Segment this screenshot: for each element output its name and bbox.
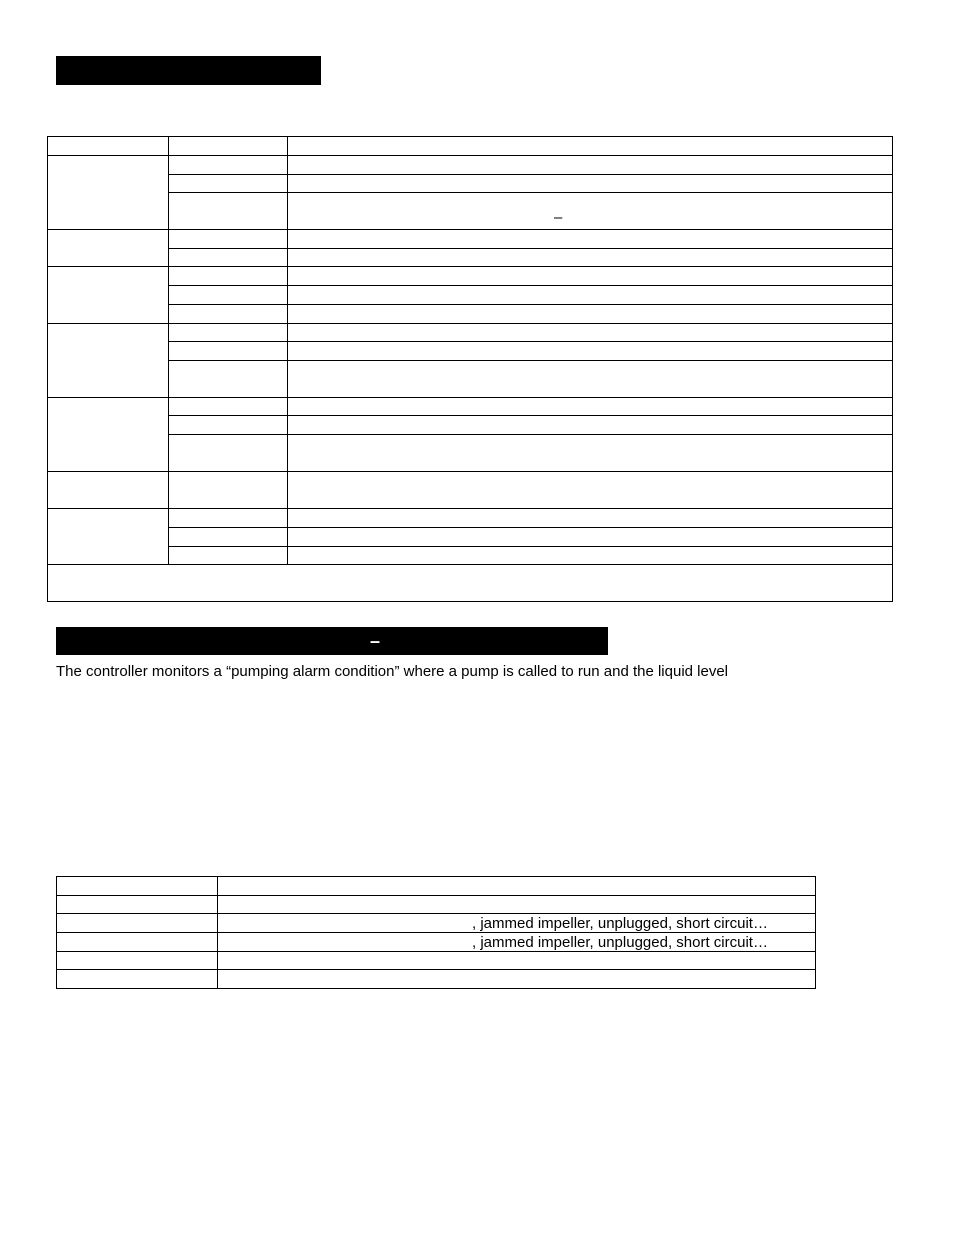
group-cell [48,267,169,324]
table-row [48,547,893,565]
table-row [48,286,893,305]
table-row [48,342,893,361]
alarm-table [56,876,816,989]
table-row [48,137,893,156]
table-row [57,914,816,933]
settings-table [47,136,893,602]
cause-text: , jammed impeller, unplugged, short circuit… [218,933,816,952]
table-row [48,472,893,509]
dash-mark: – [554,209,563,226]
group-cell [48,509,169,565]
section-2-title-dash: – [370,631,381,651]
section-2-intro-text: The controller monitors a “pumping alarm condition” where a pump is called to run and the liquid level [56,663,729,680]
table-row [48,361,893,398]
group-cell [48,472,169,509]
table-row [48,324,893,342]
table-row [48,175,893,193]
table-row [48,249,893,267]
cause-text: , jammed impeller, unplugged, short circuit… [218,914,816,933]
group-cell [48,156,169,230]
section-2-title-bar [56,627,608,655]
group-cell [48,230,169,267]
table-row [57,877,816,896]
table-row [48,267,893,286]
table-row [48,398,893,416]
table-row [48,528,893,547]
group-cell [48,324,169,398]
table-row [48,156,893,175]
group-cell [48,398,169,472]
footer-note-cell [48,565,893,602]
table-row [48,416,893,435]
section-1-title-bar [56,56,321,85]
table-row [48,230,893,249]
table-row [48,509,893,528]
table-row [48,435,893,472]
table-row [57,933,816,952]
table-row [48,193,893,230]
table-row [48,305,893,324]
table-footer-row [48,565,893,602]
table-row [57,970,816,989]
table-row [57,952,816,970]
table-row [57,896,816,914]
